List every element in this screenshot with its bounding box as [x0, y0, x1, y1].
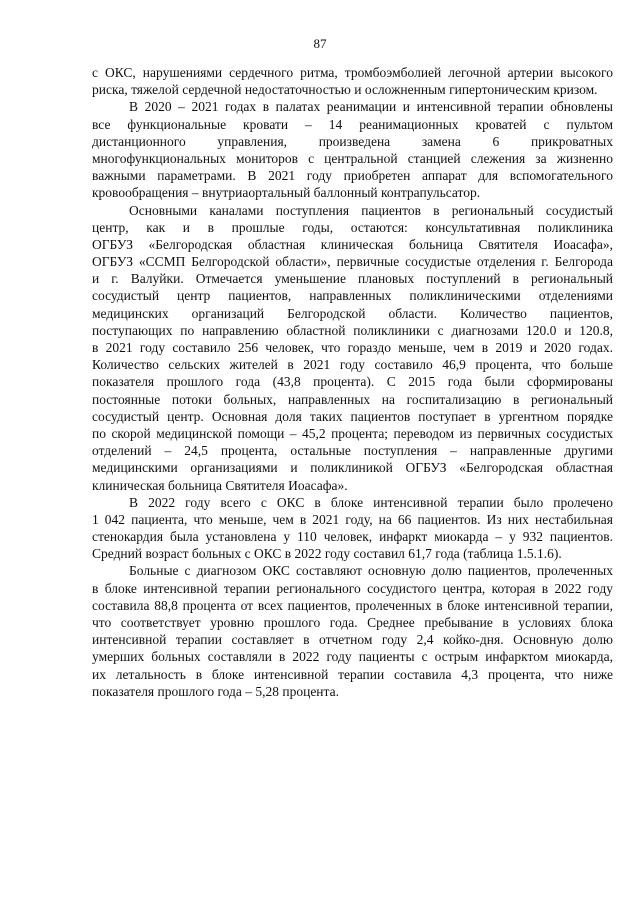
- text-line: показателя прошлого года – 5,28 процента.: [92, 683, 339, 699]
- text-line: ОГБУЗ «ССМП Белгородской области», первичные сосудистые отделения г. Белгорода: [92, 254, 613, 270]
- text-line: Средний возраст больных с ОКС в 2022 году составил 61,7 года (таблица 1.5.1.6).: [92, 546, 562, 562]
- text-line: в 2021 году составило 256 человек, что гораздо меньше, чем в 2019 и 2020 годах.: [92, 340, 613, 355]
- paragraph: [92, 98, 613, 201]
- text-line: сосудистый центр пациентов, направленных поликлиническими отделениями: [92, 288, 613, 304]
- text-line: риска, тяжелой сердечной недостаточностью и осложненным гипертоническим кризом.: [92, 82, 598, 98]
- text-line: их летальность в блоке интенсивной терапии составила 4,3 процента, что ниже: [92, 666, 613, 682]
- paragraph: [92, 202, 613, 494]
- text-line: клиническая больница Святителя Иоасафа».: [92, 477, 348, 493]
- text-line: все функциональные кровати – 14 реанимационных кроватей с пультом: [92, 116, 613, 132]
- text-line: с ОКС, нарушениями сердечного ритма, тромбоэмболией легочной артерии высокого: [92, 65, 613, 80]
- text-line: медицинскими организациями и поликлиникой ОГБУЗ «Белгородская областная: [92, 460, 613, 476]
- text-line: показателя прошлого года (43,8 процента). С 2015 года были сформированы: [92, 374, 613, 390]
- text-line: постоянные потоки больных, направленных на госпитализацию в региональный: [92, 391, 613, 407]
- text-line: и г. Валуйки. Отмечается уменьшение плановых поступлений в региональный: [92, 271, 613, 287]
- text-line: по скорой медицинской помощи – 45,2 процента; переводом из первичных сосудистых: [92, 425, 613, 441]
- text-line: Больные с диагнозом ОКС составляют основную долю пациентов, пролеченных: [129, 563, 613, 579]
- paragraph: [92, 64, 613, 98]
- text-line: дистанционного управления, произведена замена 6 прикроватных: [92, 133, 613, 149]
- text-line: умерших больных составляли в 2022 году пациенты с острым инфарктом миокарда,: [92, 649, 613, 665]
- text-line: кровообращения – внутриаортальный баллонный контрапульсатор.: [92, 185, 481, 201]
- text-line: сосудистый центр. Основная доля таких пациентов поступает в ургентном порядке: [92, 408, 613, 424]
- text-line: 1 042 пациента, что меньше, чем в 2021 году, на 66 пациентов. Из них нестабильная: [92, 511, 613, 527]
- text-line: составила 88,8 процента от всех пациентов, пролеченных в блоке интенсивной терапии,: [92, 597, 613, 613]
- page-number: 87: [313, 36, 327, 51]
- text-line: стенокардия была установлена у 110 человек, инфаркт миокарда – у 932 пациентов.: [92, 529, 613, 545]
- text-line: поступающих по направлению областной поликлиники с диагнозами 120.0 и 120.8,: [92, 322, 613, 338]
- text-line: Основными каналами поступления пациентов в региональный сосудистый: [129, 202, 613, 218]
- text-line: в блоке интенсивной терапии регионального сосудистого центра, которая в 2022 году: [92, 580, 613, 596]
- text-line: интенсивной терапии составляет в отчетном году 2,4 койко-дня. Основную долю: [92, 632, 613, 648]
- text-line: медицинских организаций Белгородской области. Количество пациентов,: [92, 305, 613, 321]
- paragraph: [92, 562, 613, 700]
- text-line: важными параметрами. В 2021 году приобретен аппарат для вспомогательного: [92, 168, 613, 184]
- text-line: ОГБУЗ «Белгородская областная клиническая больница Святителя Иоасафа»,: [92, 236, 613, 252]
- text-line: Количество сельских жителей в 2021 году составило 46,9 процента, что больше: [92, 357, 613, 373]
- text-line: что соответствует уровню прошлого года. Среднее пребывание в условиях блока: [92, 615, 613, 630]
- text-line: В 2022 году всего с ОКС в блоке интенсивной терапии было пролечено: [129, 494, 613, 510]
- text-line: отделений – 24,5 процента, остальные поступления – направленные другими: [92, 443, 613, 459]
- document-body: [92, 64, 613, 700]
- text-line: В 2020 – 2021 годах в палатах реанимации и интенсивной терапии обновлены: [129, 99, 613, 115]
- paragraph: [92, 494, 613, 563]
- text-line: центр, как и в прошлые годы, остаются: консультативная поликлиника: [92, 219, 613, 235]
- text-line: многофункциональных мониторов с центральной станцией слежения за жизненно: [92, 150, 613, 166]
